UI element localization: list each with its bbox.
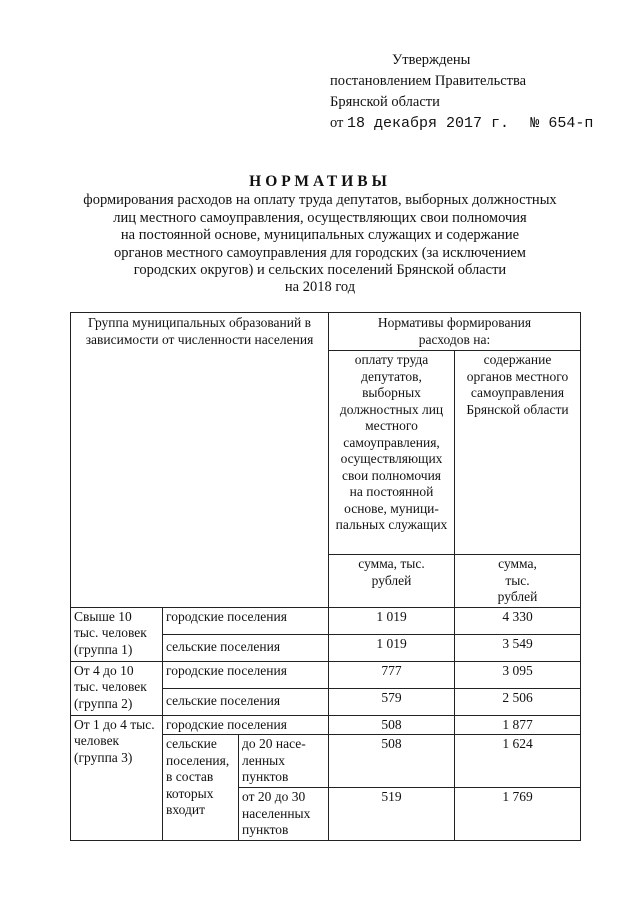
group3-sub2-pay: 519 — [329, 788, 455, 841]
group3-urban-label: городские поселения — [163, 715, 329, 735]
group3-sub2-maint: 1 769 — [455, 788, 581, 841]
title-line: городских округов) и сельских поселений Брянской области — [133, 262, 507, 279]
group2-rural-pay: 579 — [329, 688, 455, 715]
header-norms: Нормативы формирования расходов на: — [329, 313, 581, 351]
group3-rural-label: сельские поселения, в состав которых входит — [163, 735, 239, 841]
approval-date: 18 декабря 2017 г. — [347, 115, 510, 132]
group2-urban-label: городские поселения — [163, 661, 329, 688]
title-line: на 2018 год — [284, 279, 356, 296]
group3-sub1-maint: 1 624 — [455, 735, 581, 788]
header-col-maint: содержание органов местного самоуправления Брянской области — [455, 351, 581, 555]
group1-urban-pay: 1 019 — [329, 607, 455, 634]
title-line: органов местного самоуправления для городских (за исключением — [114, 244, 526, 261]
approval-line1: Утверждены — [392, 52, 471, 68]
table-row — [71, 715, 581, 735]
group3-urban-maint: 1 877 — [455, 715, 581, 735]
group1-urban-label: городские поселения — [163, 607, 329, 634]
group1-rural-pay: 1 019 — [329, 634, 455, 661]
table-row — [71, 661, 581, 688]
group2-urban-maint: 3 095 — [455, 661, 581, 688]
group2-rural-maint: 2 506 — [455, 688, 581, 715]
group1-rural-label: сельские поселения — [163, 634, 329, 661]
title-line: на постоянной основе, муниципальных служащих и содержание — [120, 227, 520, 244]
approval-line2: постановлением Правительства — [330, 73, 527, 89]
header-row — [71, 313, 581, 351]
title-line: лиц местного самоуправления, осуществляющих свои полномочия — [113, 209, 527, 226]
group3-urban-pay: 508 — [329, 715, 455, 735]
approval-number: № 654-п — [530, 115, 594, 132]
approval-from: от — [330, 115, 344, 131]
header-group: Группа муниципальных образований в зависимости от численности населения — [71, 313, 329, 608]
group3-sub2-label: от 20 до 30 населенных пунктов — [239, 788, 329, 841]
group2-label: От 4 до 10 тыс. человек (группа 2) — [71, 661, 163, 715]
header-unit-pay: сумма, тыс. рублей — [329, 555, 455, 608]
document-title — [40, 173, 600, 297]
header-unit-maint: сумма, тыс. рублей — [455, 555, 581, 608]
approval-date-line — [330, 113, 593, 134]
group3-sub1-label: до 20 насе-ленных пунктов — [239, 735, 329, 788]
group3-label: От 1 до 4 тыс. человек (группа 3) — [71, 715, 163, 841]
group3-sub1-pay: 508 — [329, 735, 455, 788]
title-line: формирования расходов на оплату труда депутатов, выборных должностных — [83, 192, 557, 209]
approval-line3: Брянской области — [330, 94, 440, 110]
header-col-pay: оплату труда депутатов, выборных должностных лиц местного самоуправления, осуществляющих свои полномочия на постоянной основе, муници-пальных служащих — [329, 351, 455, 555]
group2-rural-label: сельские поселения — [163, 688, 329, 715]
group1-rural-maint: 3 549 — [455, 634, 581, 661]
table-row — [71, 607, 581, 634]
group1-label: Свыше 10 тыс. человек (группа 1) — [71, 607, 163, 661]
approval-block — [330, 50, 593, 134]
group1-urban-maint: 4 330 — [455, 607, 581, 634]
title-heading: НОРМАТИВЫ — [249, 173, 391, 190]
normatives-table — [70, 312, 581, 841]
group2-urban-pay: 777 — [329, 661, 455, 688]
